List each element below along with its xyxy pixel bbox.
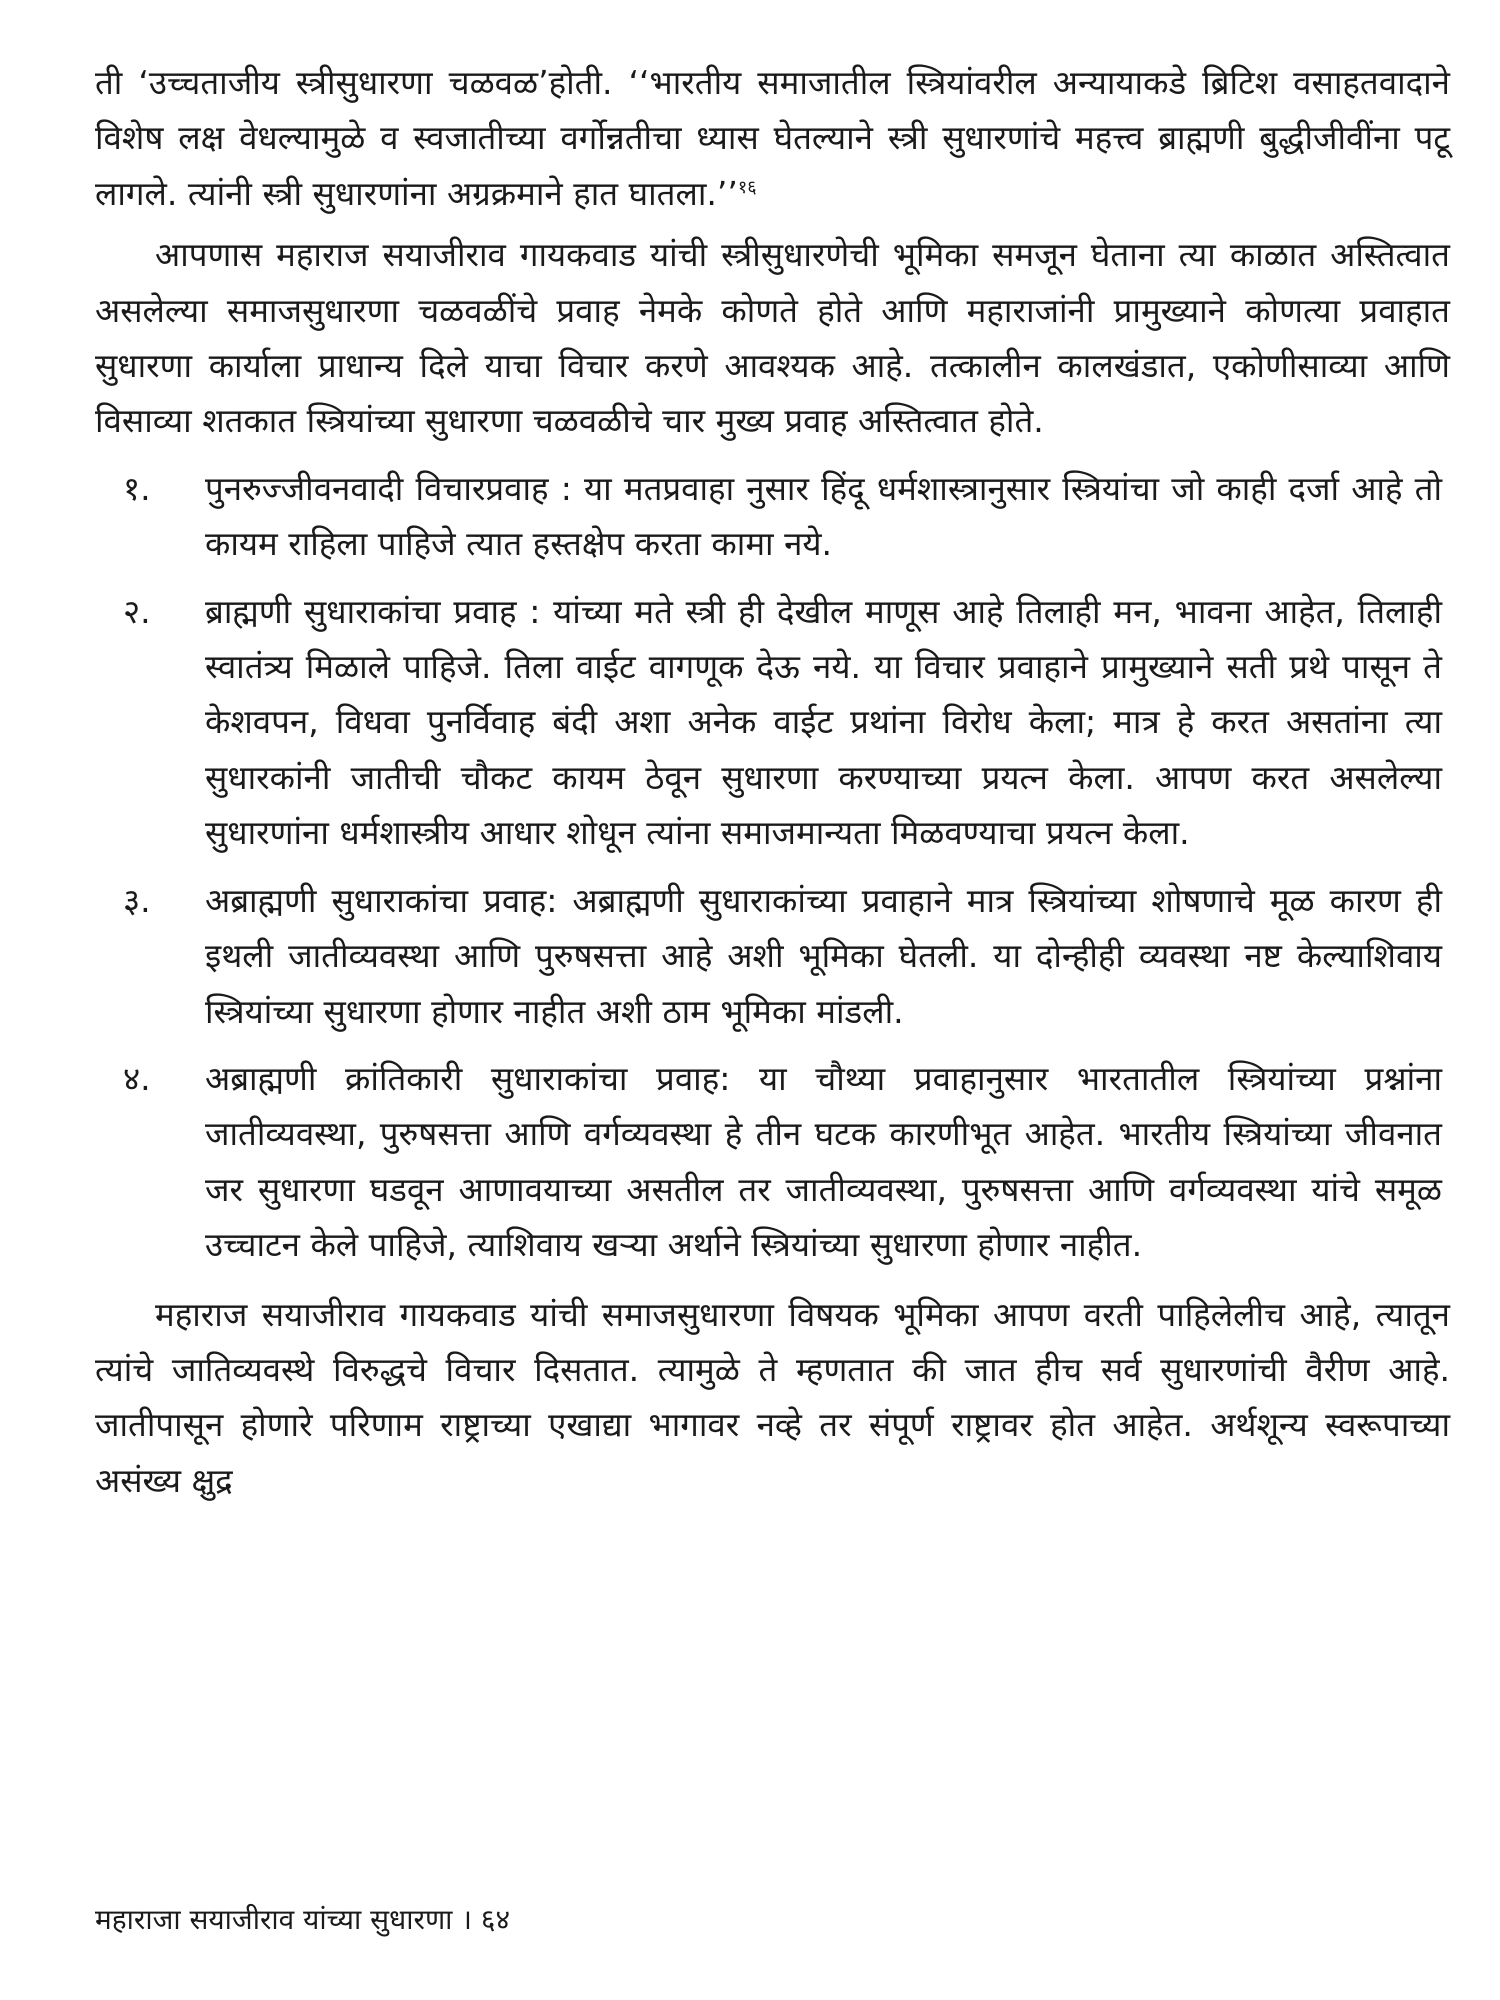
- footer-title: महाराजा सयाजीराव यांच्या सुधारणा: [95, 1903, 453, 1936]
- list-item: [95, 584, 1450, 861]
- list-item: [95, 1051, 1450, 1273]
- list-item-text: अब्राह्मणी सुधाराकांचा प्रवाह: अब्राह्मणी सुधाराकांच्या प्रवाहाने मात्र स्त्रियांच्या शोषणाचे मूळ कारण ही इथली जातीव्यवस्था आणि पुरुषसत्ता आहे अशी भूमिका घेतली. या दोन्हीही व्यवस्था नष्ट केल्याशिवाय स्त्रियांच्या सुधारणा होणार नाहीत अशी ठाम भूमिका मांडली.: [205, 880, 1442, 1031]
- list-item-number: ३.: [123, 880, 151, 920]
- document-page: [95, 55, 1450, 1508]
- list-item: [95, 461, 1450, 572]
- list-item-text: अब्राह्मणी क्रांतिकारी सुधाराकांचा प्रवाह: या चौथ्या प्रवाहानुसार भारतातील स्त्रियांच्या प्रश्नांना जातीव्यवस्था, पुरुषसत्ता आणि वर्गव्यवस्था हे तीन घटक कारणीभूत आहेत. भारतीय स्त्रियांच्या जीवनात जर सुधारणा घडवून आणावयाच्या असतील तर जातीव्यवस्था, पुरुषसत्ता आणि वर्गव्यवस्था यांचे समूळ उच्चाटन केले पाहिजे, त्याशिवाय खऱ्या अर्थाने स्त्रियांच्या सुधारणा होणार नाहीत.: [205, 1058, 1442, 1265]
- paragraph-maharaja-view: महाराज सयाजीराव गायकवाड यांची समाजसुधारणा विषयक भूमिका आपण वरती पाहिलेलीच आहे, त्यातून त्यांचे जातिव्यवस्थे विरुद्धचे विचार दिसतात. त्यामुळे ते म्हणतात की जात हीच सर्व सुधारणांची वैरीण आहे. जातीपासून होणारे परिणाम राष्ट्राच्या एखाद्या भागावर नव्हे तर संपूर्ण राष्ट्रावर होत आहेत. अर्थशून्य स्वरूपाच्या असंख्य क्षुद्र: [95, 1294, 1450, 1500]
- streams-list: [95, 461, 1450, 1273]
- paragraph-streams-intro: आपणास महाराज सयाजीराव गायकवाड यांची स्त्रीसुधारणेची भूमिका समजून घेताना त्या काळात अस्तित्वात असलेल्या समाजसुधारणा चळवळींचे प्रवाह नेमके कोणते होते आणि महाराजांनी प्रामुख्याने कोणत्या प्रवाहात सुधारणा कार्याला प्राधान्य दिले याचा विचार करणे आवश्यक आहे. तत्कालीन कालखंडात, एकोणीसाव्या आणि विसाव्या शतकात स्त्रियांच्या सुधारणा चळवळीचे चार मुख्य प्रवाह अस्तित्वात होते.: [95, 235, 1450, 441]
- footnote-marker: १६: [737, 176, 757, 198]
- list-item-number: १.: [123, 468, 151, 508]
- list-item: [95, 873, 1450, 1039]
- list-item-text: पुनरुज्जीवनवादी विचारप्रवाह : या मतप्रवाहा नुसार हिंदू धर्मशास्त्रानुसार स्त्रियांचा जो काही दर्जा आहे तो कायम राहिला पाहिजे त्यात हस्तक्षेप करता कामा नये.: [205, 468, 1442, 564]
- paragraph-intro-text: ती ‘उच्चताजीय स्त्रीसुधारणा चळवळ’होती. ‘‘भारतीय समाजातील स्त्रियांवरील अन्यायाकडे ब्रिटिश वसाहतवादाने विशेष लक्ष वेधल्यामुळे व स्वजातीच्या वर्गोन्नतीचा ध्यास घेतल्याने स्त्री सुधारणांचे महत्त्व ब्राह्मणी बुद्धीजीवींना पटू लागले. त्यांनी स्त्री सुधारणांना अग्रक्रमाने हात घातला.’’: [95, 63, 1450, 213]
- page-footer: [95, 1900, 510, 1940]
- list-item-number: ४.: [123, 1058, 151, 1098]
- list-item-text: ब्राह्मणी सुधाराकांचा प्रवाह : यांच्या मते स्त्री ही देखील माणूस आहे तिलाही मन, भावना आहेत, तिलाही स्वातंत्र्य मिळाले पाहिजे. तिला वाईट वागणूक देऊ नये. या विचार प्रवाहाने प्रामुख्याने सती प्रथे पासून ते केशवपन, विधवा पुनर्विवाह बंदी अशा अनेक वाईट प्रथांना विरोध केला; मात्र हे करत असतांना त्या सुधारकांनी जातीची चौकट कायम ठेवून सुधारणा करण्याच्या प्रयत्न केला. आपण करत असलेल्या सुधारणांना धर्मशास्त्रीय आधार शोधून त्यांना समाजमान्यता मिळवण्याचा प्रयत्न केला.: [205, 591, 1442, 853]
- page-number: ६४: [480, 1903, 511, 1936]
- footer-separator: ।: [461, 1903, 472, 1936]
- list-item-number: २.: [123, 591, 151, 631]
- paragraph-intro: [95, 55, 1450, 221]
